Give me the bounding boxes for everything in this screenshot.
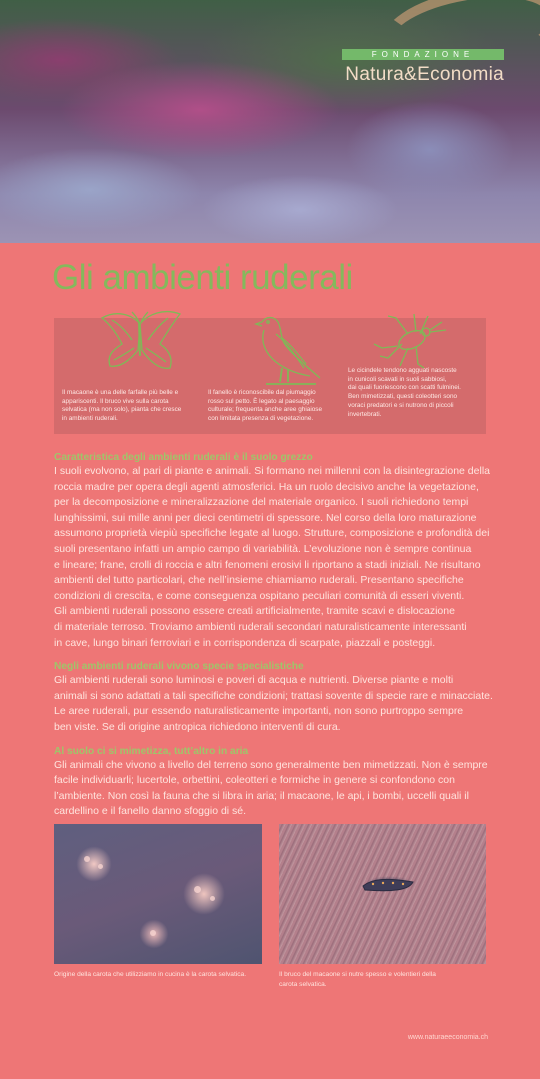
website-link[interactable]: www.naturaeeconomia.ch [407,1034,488,1041]
flower-dot [84,856,90,862]
bird-icon [246,312,336,392]
flower-dot [210,896,215,901]
logo-foundation-label: FONDAZIONE [342,49,504,60]
section-camouflage [54,745,494,820]
butterfly-icon [92,310,188,382]
flower-dot [150,930,156,936]
section-body: Gli ambienti ruderali sono luminosi e poveri di acqua e nutrienti. Diverse piante e molti animali si sono adattati a tali specifiche condizioni; trattasi sovente di specie rare e minacciate. Le aree ruderali, pur essendo naturalisticamente importanti, non sono purtroppo sempre ben viste. Se di origine antropica richiedono interventi di cura. [54,674,493,733]
section-heading: Negli ambienti ruderali vivono specie specialistiche [54,661,304,673]
text-sections [54,451,494,829]
section-soil [54,451,494,651]
species-bird [202,318,346,434]
photo-caption: Il bruco del macaone si nutre spesso e volentieri della carota selvatica. [279,971,436,988]
section-body: I suoli evolvono, al pari di piante e animali. Si formano nei millenni con la disintegrazione della roccia madre per opera degli agenti atmosferici. Ha un ruolo decisivo anche la vegetazione, per la decomposizione e mineralizzazione del materiale organico. I suoli richiedono tempi lunghissimi, sui mille anni per dieci centimetri di spessore. Nel corso della loro maturazione assumono proprietà viepiù specifiche legate al luogo. Strutture, composizione e profondità dei suoli presentano infatti un ampio campo di variabilità. L’evoluzione non è sempre continua e lineare; frane, crolli di roccia e altri fenomeni erosivi li riportano a stadi iniziali. Ne risultano ambienti del tutto particolari, che nell’insieme chiamiamo ruderali. Presentano specifiche condizioni di crescita, e come conseguenza ospitano peculiari comunità di esseri viventi. Gli ambienti ruderali possono essere creati artificialmente, tramite scavi e dislocazione di materiale terroso. Troviamo ambienti ruderali secondari naturalisticamente interessanti in cave, lungo binari ferroviari e in corrispondenza di scarpate, piazzali e posteggi. [54,465,490,649]
page-title: Gli ambienti ruderali [52,258,353,297]
beetle-icon [368,308,452,374]
species-caption: Le cicindele tendono agguati nascoste in cunicoli scavati in suoli sabbiosi, dai quali fuoriescono con scatti fulminei. Ben mimetizzati, questi coleotteri sono voraci predatori e si nutrono di piccoli invertebrati. [348,367,461,418]
caterpillar-icon [359,872,419,896]
species-caption: Il macaone è una delle farfalle più belle e appariscenti. Il bruco vive sulla carota selvatica (ma non solo), pianta che cresce in ambienti ruderali. [62,389,182,423]
photo-caterpillar [279,824,486,964]
flower-dot [98,864,103,869]
section-heading: Caratteristica degli ambienti ruderali è il suolo grezzo [54,452,313,463]
section-species [54,660,494,735]
photo-caption: Origine della carota che utilizziamo in cucina è la carota selvatica. [54,971,247,978]
section-body: Gli animali che vivono a livello del terreno sono generalmente ben mimetizzati. Non è sempre facile individuarli; lucertole, orbettini, coleotteri e formiche in genere si confondono con l’ambiente. Non così la fauna che si libra in aria; il macaone, le api, i bombi, uccelli quali il cardellino e il fanello danno sfoggio di sé. [54,758,488,818]
flower-dot [194,886,201,893]
species-panel [54,318,486,434]
species-butterfly [54,318,198,434]
logo-name: Natura&Economia [345,64,504,85]
species-caption: Il fanello è riconoscibile dal piumaggio rosso sul petto. È legato al paesaggio culturale; frequenta anche aree ghiaiose con limitata presenza di vegetazione. [208,389,323,423]
section-heading: Al suolo ci si mimetizza, tutt’altro in aria [54,745,249,757]
hero-photo [0,0,540,243]
species-beetle [344,318,486,434]
foundation-logo [342,44,504,86]
photo-wild-carrot [54,824,262,964]
